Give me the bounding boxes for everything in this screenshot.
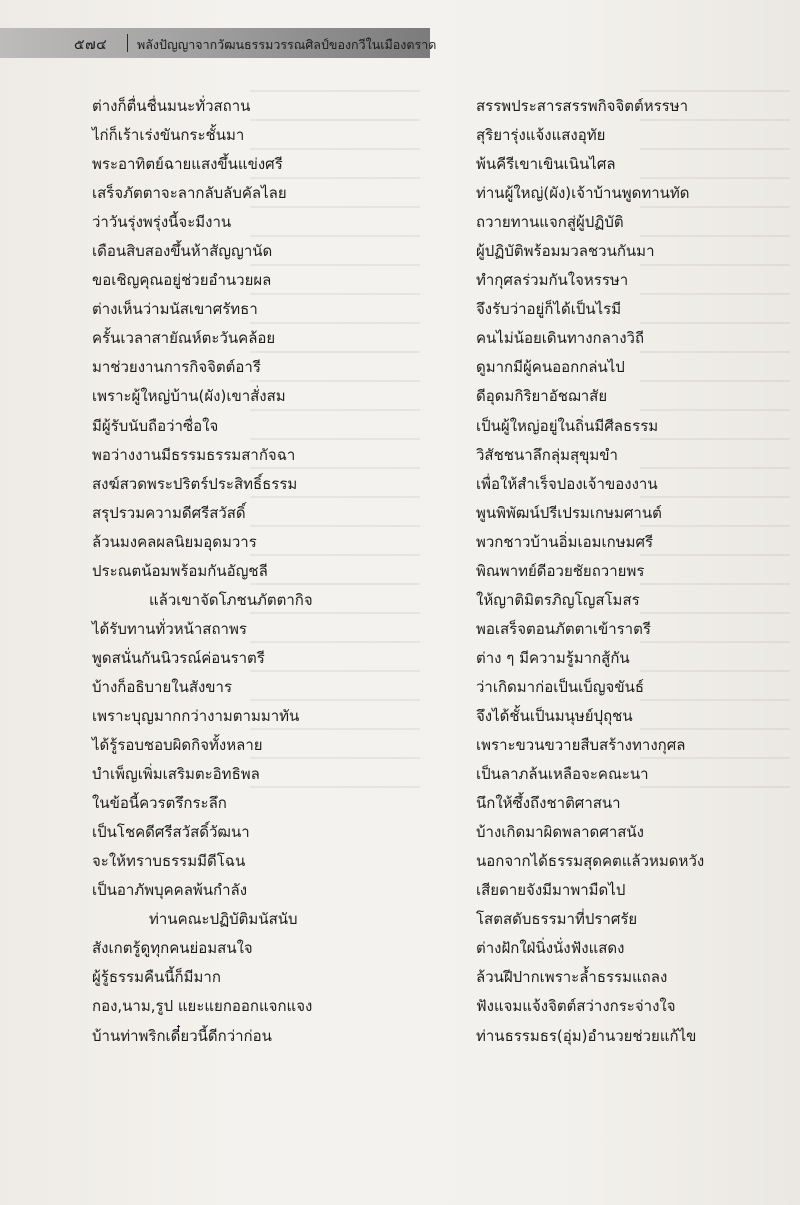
verse-line: สรุปรวมความดีศรีสวัสดิ์ bbox=[92, 503, 246, 522]
verse-line: บ้างเกิดมาผิดพลาดศาสนัง bbox=[476, 823, 644, 842]
verse-line: พวกชาวบ้านอิ่มเอมเกษมศรี bbox=[476, 532, 654, 551]
verse-line: ล้วนมงคลผลนิยมอุดมวาร bbox=[92, 532, 257, 551]
verse-line: ว่าเกิดมาก่อเป็นเบ็ญจขันธ์ bbox=[476, 677, 644, 696]
verse-line: บ้างก็อธิบายในสังขาร bbox=[92, 677, 233, 696]
verse-line: สรรพประสารสรรพกิจจิตต์หรรษา bbox=[476, 97, 689, 115]
verse-line: แล้วเขาจัดโภชนภัตตากิจ bbox=[149, 590, 313, 609]
verse-line: นึกให้ซึ้งถึงชาติศาสนา bbox=[476, 794, 621, 813]
verse-line: ได้รับทานทั่วหน้าสถาพร bbox=[92, 619, 247, 638]
verse-line: พ้นคีรีเขาเขินเนินไศล bbox=[476, 155, 616, 174]
verse-line: ล้วนฝีปากเพราะล้ำธรรมแถลง bbox=[476, 968, 668, 987]
verse-line: เพราะขวนขวายสืบสร้างทางกุศล bbox=[476, 736, 686, 755]
verse-line: พิณพาทย์ดีอวยชัยถวายพร bbox=[476, 561, 645, 580]
verse-line: พูนพิพัฒน์ปรีเปรมเกษมศานต์ bbox=[476, 503, 662, 522]
verse-line: ทำกุศลร่วมกันใจหรรษา bbox=[476, 271, 629, 290]
verse-line: ท่านธรรมธร(อุ่ม)อำนวยช่วยแก้ไข bbox=[476, 1026, 697, 1045]
verse-line: เพื่อให้สำเร็จปองเจ้าของงาน bbox=[476, 474, 658, 493]
verse-line: จึงได้ชั้นเป็นมนุษย์ปุถุชน bbox=[476, 706, 633, 725]
verse-line: เสียดายจังมีมาพามืดไป bbox=[476, 881, 626, 900]
verse-line: ไก่ก็เร้าเร่งขันกระชั้นมา bbox=[92, 126, 245, 145]
verse-line: พระอาทิตย์ฉายแสงขึ้นแข่งศรี bbox=[92, 155, 283, 174]
verse-line: ขอเชิญคุณอยู่ช่วยอำนวยผล bbox=[92, 271, 272, 290]
verse-line: กอง,นาม,รูป แยะแยกออกแจกแจง bbox=[92, 997, 313, 1016]
verse-line: คนไม่น้อยเดินทางกลางวิถี bbox=[476, 329, 645, 348]
page-number: ๕๗๔ bbox=[74, 37, 108, 53]
verse-line: บำเพ็ญเพิ่มเสริมตะอิทธิพล bbox=[92, 765, 260, 784]
verse-line: ถวายทานแจกสู่ผู้ปฏิบัติ bbox=[476, 213, 624, 232]
running-title: พลังปัญญาจากวัฒนธรรมวรรณศิลป์ของกวีในเมืองตราด bbox=[137, 37, 437, 52]
verse-line: เพราะผู้ใหญ่บ้าน(ผัง)เขาสั่งสม bbox=[92, 387, 286, 406]
verse-line: เป็นอาภัพบุคคลพ้นกำลัง bbox=[92, 881, 248, 900]
verse-line: มีผู้รับนับถือว่าซื่อใจ bbox=[92, 416, 219, 435]
verse-line: สุริยารุ่งแจ้งแสงอุทัย bbox=[476, 126, 606, 145]
verse-line: ว่าวันรุ่งพรุ่งนี้จะมีงาน bbox=[92, 213, 232, 232]
verse-line: วิสัชชนาลึกลุ่มสุขุมขำ bbox=[476, 445, 618, 464]
verse-line: บ้านท่าพริกเดี๋ยวนี้ดีกว่าก่อน bbox=[92, 1026, 272, 1045]
verse-line: ท่านคณะปฏิบัติมนัสนับ bbox=[149, 910, 298, 929]
verse-line: สงฆ์สวดพระปริตร์ประสิทธิ์ธรรม bbox=[92, 474, 298, 493]
verse-line: ได้รู้รอบชอบผิดกิจทั้งหลาย bbox=[92, 736, 263, 755]
verse-line: เดือนสิบสองขึ้นห้าสัญญานัด bbox=[92, 242, 273, 261]
verse-line: เพราะบุญมากกว่างามตามมาทัน bbox=[92, 706, 300, 725]
verse-line: ต่างฝักใฝ่นิ่งนั่งฟังแสดง bbox=[476, 939, 625, 958]
verse-line: นอกจากได้ธรรมสุดคตแล้วหมดหวัง bbox=[476, 852, 705, 871]
verse-line: ต่างเห็นว่ามนัสเขาศรัทธา bbox=[92, 300, 258, 319]
verse-line: เป็นลาภล้นเหลือจะคณะนา bbox=[476, 765, 649, 784]
verse-line: ให้ญาติมิตรภิญโญสโมสร bbox=[476, 590, 640, 609]
poem-right-column bbox=[476, 92, 776, 1051]
verse-line: ในข้อนี้ควรตรึกระลึก bbox=[92, 794, 227, 813]
verse-line: เสร็จภัตตาจะลากลับลับคัลไลย bbox=[92, 184, 287, 203]
verse-line: เป็นผู้ใหญ่อยู่ในถิ่นมีศีลธรรม bbox=[476, 416, 659, 435]
verse-line: โสตสดับธรรมาที่ปราศรัย bbox=[476, 910, 638, 929]
verse-line: พูดสนั่นกันนิวรณ์ค่อนราตรี bbox=[92, 648, 265, 667]
verse-line: ฟังแจมแจ้งจิตต์สว่างกระจ่างใจ bbox=[476, 997, 676, 1016]
verse-line: ต่างก็ตื่นชื่นมนะทั่วสถาน bbox=[92, 97, 251, 115]
verse-line: เป็นโชคดีศรีสวัสดิ์วัฒนา bbox=[92, 823, 250, 842]
verse-line: มาช่วยงานการกิจจิตต์อารี bbox=[92, 358, 261, 377]
verse-line: ดีอุดมกิริยาอัชฌาสัย bbox=[476, 387, 608, 406]
verse-line: ต่าง ๆ มีความรู้มากสู้กัน bbox=[476, 648, 630, 667]
header-divider bbox=[127, 34, 128, 52]
verse-line: ท่านผู้ใหญ่(ผัง)เจ้าบ้านพูดทานทัด bbox=[476, 184, 690, 203]
verse-line: จึงรับว่าอยู่ก็ได้เป็นไรมี bbox=[476, 300, 622, 319]
verse-line: ครั้นเวลาสายัณห์ตะวันคล้อย bbox=[92, 329, 276, 348]
verse-line: พอเสร็จตอนภัตตาเข้าราตรี bbox=[476, 619, 651, 638]
verse-line: พอว่างงานมีธรรมธรรมสากัจฉา bbox=[92, 445, 296, 464]
verse-line: จะให้ทราบธรรมมีดีโฉน bbox=[92, 852, 246, 871]
verse-line: ผู้รู้ธรรมคืนนี้ก็มีมาก bbox=[92, 968, 221, 987]
poem-left-column bbox=[92, 92, 422, 1051]
verse-line: ดูมากมีผู้คนออกกล่นไป bbox=[476, 358, 625, 377]
verse-line: ประณตน้อมพร้อมกันอัญชลี bbox=[92, 561, 268, 580]
verse-line: สังเกตรู้ดูทุกคนย่อมสนใจ bbox=[92, 939, 253, 958]
verse-line: ผู้ปฏิบัติพร้อมมวลชวนกันมา bbox=[476, 242, 655, 261]
